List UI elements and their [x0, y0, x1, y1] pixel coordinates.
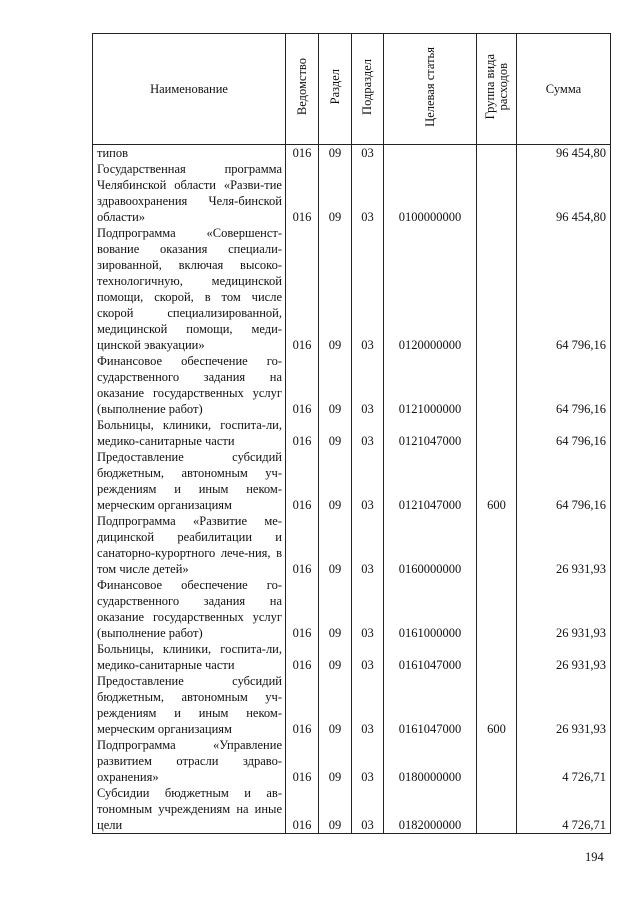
table-row [93, 353, 611, 417]
row-group [477, 641, 517, 673]
row-name: Предоставление субсидий бюджетным, автономным уч-реждениям и иным неком-мерческим организациям [93, 673, 286, 737]
row-target: 0182000000 [384, 785, 477, 834]
row-vedomstvo: 016 [286, 641, 319, 673]
header-group [477, 34, 517, 145]
row-vedomstvo: 016 [286, 577, 319, 641]
table-row [93, 417, 611, 449]
row-target: 0100000000 [384, 161, 477, 225]
row-razdel: 09 [319, 577, 352, 641]
table-row [93, 641, 611, 673]
row-razdel: 09 [319, 161, 352, 225]
row-sum: 64 796,16 [517, 417, 611, 449]
row-sum: 64 796,16 [517, 225, 611, 353]
row-vedomstvo: 016 [286, 145, 319, 162]
row-sum: 26 931,93 [517, 673, 611, 737]
row-name: Больницы, клиники, госпита-ли, медико-санитарные части [93, 641, 286, 673]
header-sum [517, 34, 611, 145]
row-podrazdel: 03 [352, 161, 384, 225]
row-group: 600 [477, 449, 517, 513]
row-vedomstvo: 016 [286, 673, 319, 737]
row-name: типов [93, 145, 286, 162]
header-name-label: Наименование [150, 81, 228, 96]
row-vedomstvo: 016 [286, 353, 319, 417]
header-group-label [484, 54, 510, 119]
row-podrazdel: 03 [352, 577, 384, 641]
header-podrazdel-label: Подраздел [360, 59, 374, 115]
table-row [93, 449, 611, 513]
row-razdel: 09 [319, 673, 352, 737]
row-razdel: 09 [319, 513, 352, 577]
row-group [477, 785, 517, 834]
row-podrazdel: 03 [352, 641, 384, 673]
row-razdel: 09 [319, 449, 352, 513]
budget-table [92, 33, 611, 834]
row-target: 0161047000 [384, 673, 477, 737]
row-vedomstvo: 016 [286, 225, 319, 353]
table-row [93, 513, 611, 577]
row-target: 0160000000 [384, 513, 477, 577]
row-vedomstvo: 016 [286, 161, 319, 225]
row-name: Финансовое обеспечение го-сударственного задания на оказание государственных услуг (выполнение работ) [93, 353, 286, 417]
row-vedomstvo: 016 [286, 513, 319, 577]
row-sum: 26 931,93 [517, 577, 611, 641]
row-group [477, 737, 517, 785]
page-number: 194 [585, 850, 604, 864]
header-sum-label: Сумма [545, 81, 582, 96]
header-vedomstvo-label: Ведомство [294, 58, 309, 116]
row-razdel: 09 [319, 641, 352, 673]
table-row [93, 225, 611, 353]
header-vedomstvo [286, 34, 319, 145]
row-target [384, 145, 477, 162]
header-group-line2: расходов [495, 63, 510, 111]
row-vedomstvo: 016 [286, 449, 319, 513]
row-group [477, 417, 517, 449]
header-target-label: Целевая статья [422, 47, 437, 127]
row-podrazdel: 03 [352, 225, 384, 353]
row-sum: 96 454,80 [517, 145, 611, 162]
row-name: Финансовое обеспечение го-сударственного задания на оказание государственных услуг (выполнение работ) [93, 577, 286, 641]
row-name: Субсидии бюджетным и ав-тономным учреждениям на иные цели [93, 785, 286, 834]
row-podrazdel: 03 [352, 673, 384, 737]
row-razdel: 09 [319, 737, 352, 785]
row-group [477, 161, 517, 225]
table-row [93, 785, 611, 834]
row-sum: 96 454,80 [517, 161, 611, 225]
row-razdel: 09 [319, 785, 352, 834]
row-sum: 4 726,71 [517, 737, 611, 785]
row-target: 0161000000 [384, 577, 477, 641]
table-row [93, 161, 611, 225]
row-razdel: 09 [319, 417, 352, 449]
table-header-row [93, 34, 611, 145]
header-razdel-label: Раздел [327, 69, 342, 105]
row-name: Подпрограмма «Управление развитием отрасли здраво-охранения» [93, 737, 286, 785]
row-podrazdel: 03 [352, 449, 384, 513]
row-sum: 26 931,93 [517, 641, 611, 673]
header-podrazdel [352, 34, 384, 145]
header-razdel [319, 34, 352, 145]
header-target [384, 34, 477, 145]
header-group-line1: Группа вида [482, 54, 497, 120]
table-row [93, 737, 611, 785]
row-razdel: 09 [319, 225, 352, 353]
row-group [477, 353, 517, 417]
table-row [93, 673, 611, 737]
table-row [93, 577, 611, 641]
row-podrazdel: 03 [352, 145, 384, 162]
table-row [93, 145, 611, 162]
row-target: 0121000000 [384, 353, 477, 417]
row-sum: 26 931,93 [517, 513, 611, 577]
row-group [477, 577, 517, 641]
row-podrazdel: 03 [352, 417, 384, 449]
row-podrazdel: 03 [352, 785, 384, 834]
row-target: 0161047000 [384, 641, 477, 673]
row-name: Подпрограмма «Совершенст-вование оказания специали-зированной, включая высоко-технологичную, медицинской помощи, скорой, в том числе скорой специализированной, медицинской помощи, меди-цинской эвакуации» [93, 225, 286, 353]
row-target: 0121047000 [384, 449, 477, 513]
row-group [477, 225, 517, 353]
row-vedomstvo: 016 [286, 785, 319, 834]
row-vedomstvo: 016 [286, 417, 319, 449]
row-sum: 4 726,71 [517, 785, 611, 834]
row-podrazdel: 03 [352, 737, 384, 785]
row-podrazdel: 03 [352, 513, 384, 577]
row-name: Больницы, клиники, госпита-ли, медико-санитарные части [93, 417, 286, 449]
row-group [477, 145, 517, 162]
row-razdel: 09 [319, 353, 352, 417]
row-vedomstvo: 016 [286, 737, 319, 785]
row-name: Подпрограмма «Развитие ме-дицинской реабилитации и санаторно-курортного лече-ния, в том числе детей» [93, 513, 286, 577]
row-name: Предоставление субсидий бюджетным, автономным уч-реждениям и иным неком-мерческим организациям [93, 449, 286, 513]
row-group [477, 513, 517, 577]
row-target: 0121047000 [384, 417, 477, 449]
row-sum: 64 796,16 [517, 353, 611, 417]
row-target: 0180000000 [384, 737, 477, 785]
row-podrazdel: 03 [352, 353, 384, 417]
row-razdel: 09 [319, 145, 352, 162]
row-sum: 64 796,16 [517, 449, 611, 513]
header-name [93, 34, 286, 145]
row-target: 0120000000 [384, 225, 477, 353]
table-body [93, 145, 611, 834]
row-name: Государственная программа Челябинской области «Разви-тие здравоохранения Челя-бинской области» [93, 161, 286, 225]
row-group: 600 [477, 673, 517, 737]
